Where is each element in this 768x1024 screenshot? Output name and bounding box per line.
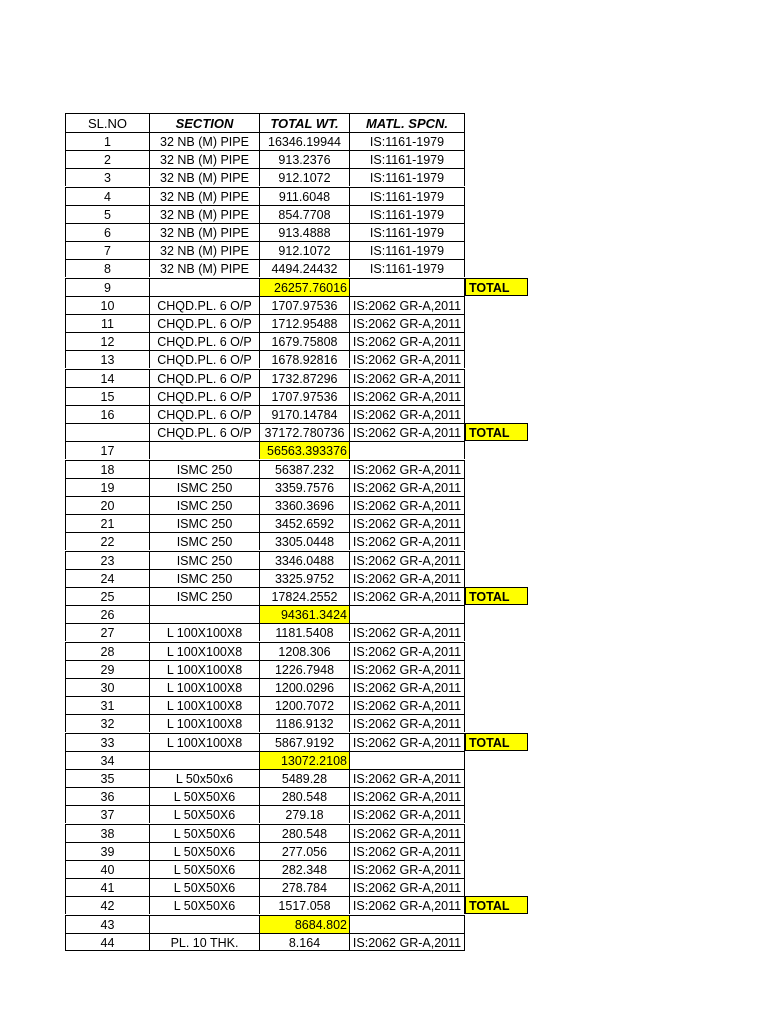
cell-section: 32 NB (M) PIPE — [149, 223, 259, 241]
cell-slno: 9 — [65, 278, 149, 296]
cell-slno: 22 — [65, 532, 149, 550]
cell-slno: 28 — [65, 642, 149, 660]
table-row — [65, 296, 528, 314]
cell-matl-spcn: IS:2062 GR-A,2011 — [349, 824, 465, 842]
cell-slno: 13 — [65, 350, 149, 368]
cell-slno: 5 — [65, 205, 149, 223]
cell-matl-spcn: IS:2062 GR-A,2011 — [349, 350, 465, 368]
header-row — [65, 113, 528, 131]
cell-matl-spcn: IS:1161-1979 — [349, 259, 465, 277]
cell-section: L 100X100X8 — [149, 678, 259, 696]
cell-matl-spcn: IS:2062 GR-A,2011 — [349, 314, 465, 332]
cell-slno: 19 — [65, 478, 149, 496]
cell-section: L 100X100X8 — [149, 714, 259, 732]
cell-section: L 50X50X6 — [149, 787, 259, 805]
cell-slno: 21 — [65, 514, 149, 532]
header-slno: SL.NO — [65, 113, 149, 132]
table-row — [65, 678, 528, 696]
cell-slno: 15 — [65, 387, 149, 405]
table-row — [65, 569, 528, 587]
table-row — [65, 623, 528, 641]
cell-matl-spcn — [349, 751, 465, 769]
table-row — [65, 187, 528, 205]
cell-total-wt: 1732.87296 — [259, 369, 349, 387]
cell-slno: 38 — [65, 824, 149, 842]
table-row — [65, 387, 528, 405]
cell-matl-spcn: IS:2062 GR-A,2011 — [349, 296, 465, 314]
cell-total-wt: 3325.9752 — [259, 569, 349, 587]
cell-matl-spcn: IS:1161-1979 — [349, 205, 465, 223]
cell-matl-spcn: IS:1161-1979 — [349, 150, 465, 168]
table-row — [65, 205, 528, 223]
cell-slno: 33 — [65, 733, 149, 751]
table-row — [65, 787, 528, 805]
cell-section — [149, 605, 259, 623]
table-row — [65, 896, 528, 914]
cell-matl-spcn: IS:2062 GR-A,2011 — [349, 805, 465, 823]
cell-total-wt: 911.6048 — [259, 187, 349, 205]
cell-slno: 30 — [65, 678, 149, 696]
cell-section: L 50x50x6 — [149, 769, 259, 787]
total-flag: TOTAL — [465, 896, 528, 914]
table-row — [65, 460, 528, 478]
cell-section: L 50X50X6 — [149, 842, 259, 860]
table-row — [65, 314, 528, 332]
cell-slno: 32 — [65, 714, 149, 732]
cell-total-wt: 3359.7576 — [259, 478, 349, 496]
cell-matl-spcn — [349, 915, 465, 933]
cell-total-wt: 94361.3424 — [259, 605, 349, 623]
cell-total-wt: 37172.780736 — [259, 423, 349, 441]
total-flag: TOTAL — [465, 423, 528, 441]
cell-total-wt: 1707.97536 — [259, 387, 349, 405]
cell-section — [149, 441, 259, 459]
cell-matl-spcn: IS:1161-1979 — [349, 132, 465, 150]
table-row — [65, 441, 528, 459]
cell-total-wt: 913.4888 — [259, 223, 349, 241]
cell-slno: 1 — [65, 132, 149, 150]
cell-slno: 24 — [65, 569, 149, 587]
cell-slno: 43 — [65, 915, 149, 933]
cell-slno: 25 — [65, 587, 149, 605]
table-row — [65, 824, 528, 842]
cell-slno: 44 — [65, 933, 149, 951]
cell-slno: 40 — [65, 860, 149, 878]
cell-section: ISMC 250 — [149, 532, 259, 550]
cell-section: CHQD.PL. 6 O/P — [149, 314, 259, 332]
cell-total-wt: 3452.6592 — [259, 514, 349, 532]
cell-section: CHQD.PL. 6 O/P — [149, 296, 259, 314]
cell-section: CHQD.PL. 6 O/P — [149, 350, 259, 368]
cell-section: PL. 10 THK. — [149, 933, 259, 951]
cell-total-wt: 280.548 — [259, 824, 349, 842]
table-row — [65, 733, 528, 751]
cell-total-wt: 1186.9132 — [259, 714, 349, 732]
cell-section: L 50X50X6 — [149, 860, 259, 878]
cell-section: ISMC 250 — [149, 587, 259, 605]
cell-matl-spcn — [349, 605, 465, 623]
cell-section: L 100X100X8 — [149, 660, 259, 678]
table-row — [65, 405, 528, 423]
cell-section — [149, 278, 259, 296]
table-row — [65, 551, 528, 569]
cell-matl-spcn: IS:2062 GR-A,2011 — [349, 496, 465, 514]
cell-section: L 100X100X8 — [149, 642, 259, 660]
cell-matl-spcn: IS:2062 GR-A,2011 — [349, 551, 465, 569]
table-row — [65, 751, 528, 769]
cell-matl-spcn: IS:2062 GR-A,2011 — [349, 532, 465, 550]
cell-slno: 31 — [65, 696, 149, 714]
cell-total-wt: 278.784 — [259, 878, 349, 896]
cell-total-wt: 280.548 — [259, 787, 349, 805]
cell-total-wt: 913.2376 — [259, 150, 349, 168]
cell-total-wt: 13072.2108 — [259, 751, 349, 769]
cell-section: ISMC 250 — [149, 478, 259, 496]
cell-slno: 14 — [65, 369, 149, 387]
cell-slno: 18 — [65, 460, 149, 478]
cell-total-wt: 282.348 — [259, 860, 349, 878]
cell-section: CHQD.PL. 6 O/P — [149, 387, 259, 405]
cell-slno: 12 — [65, 332, 149, 350]
table-row — [65, 532, 528, 550]
cell-section: L 50X50X6 — [149, 824, 259, 842]
cell-matl-spcn — [349, 441, 465, 459]
cell-slno: 42 — [65, 896, 149, 914]
cell-matl-spcn: IS:2062 GR-A,2011 — [349, 587, 465, 605]
cell-slno: 8 — [65, 259, 149, 277]
cell-total-wt: 1517.058 — [259, 896, 349, 914]
cell-section: L 50X50X6 — [149, 878, 259, 896]
cell-section: L 100X100X8 — [149, 623, 259, 641]
cell-slno: 4 — [65, 187, 149, 205]
cell-slno: 29 — [65, 660, 149, 678]
cell-total-wt: 3346.0488 — [259, 551, 349, 569]
cell-total-wt: 16346.19944 — [259, 132, 349, 150]
cell-matl-spcn: IS:1161-1979 — [349, 241, 465, 259]
cell-matl-spcn — [349, 278, 465, 296]
cell-total-wt: 56563.393376 — [259, 441, 349, 459]
header-section: SECTION — [149, 113, 259, 132]
cell-matl-spcn: IS:2062 GR-A,2011 — [349, 405, 465, 423]
table-row — [65, 714, 528, 732]
cell-total-wt: 9170.14784 — [259, 405, 349, 423]
cell-slno: 7 — [65, 241, 149, 259]
table-row — [65, 805, 528, 823]
cell-section: 32 NB (M) PIPE — [149, 150, 259, 168]
cell-total-wt: 854.7708 — [259, 205, 349, 223]
cell-section: CHQD.PL. 6 O/P — [149, 332, 259, 350]
cell-matl-spcn: IS:2062 GR-A,2011 — [349, 332, 465, 350]
cell-matl-spcn: IS:2062 GR-A,2011 — [349, 642, 465, 660]
cell-matl-spcn: IS:2062 GR-A,2011 — [349, 460, 465, 478]
table-row — [65, 605, 528, 623]
cell-matl-spcn: IS:2062 GR-A,2011 — [349, 623, 465, 641]
table-row — [65, 478, 528, 496]
table-row — [65, 514, 528, 532]
cell-matl-spcn: IS:2062 GR-A,2011 — [349, 478, 465, 496]
cell-matl-spcn: IS:2062 GR-A,2011 — [349, 896, 465, 914]
table-row — [65, 696, 528, 714]
cell-section: ISMC 250 — [149, 551, 259, 569]
cell-total-wt: 1226.7948 — [259, 660, 349, 678]
cell-slno: 36 — [65, 787, 149, 805]
total-flag: TOTAL — [465, 278, 528, 296]
cell-section: CHQD.PL. 6 O/P — [149, 369, 259, 387]
cell-slno: 39 — [65, 842, 149, 860]
cell-matl-spcn: IS:1161-1979 — [349, 187, 465, 205]
cell-slno: 11 — [65, 314, 149, 332]
cell-section: L 100X100X8 — [149, 733, 259, 751]
cell-total-wt: 1707.97536 — [259, 296, 349, 314]
cell-section: L 50X50X6 — [149, 805, 259, 823]
cell-section: ISMC 250 — [149, 569, 259, 587]
cell-matl-spcn: IS:2062 GR-A,2011 — [349, 660, 465, 678]
table-row — [65, 496, 528, 514]
cell-slno: 41 — [65, 878, 149, 896]
table-row — [65, 241, 528, 259]
table-row — [65, 660, 528, 678]
cell-slno: 23 — [65, 551, 149, 569]
table-row — [65, 842, 528, 860]
cell-slno: 27 — [65, 623, 149, 641]
cell-matl-spcn: IS:2062 GR-A,2011 — [349, 787, 465, 805]
cell-matl-spcn: IS:2062 GR-A,2011 — [349, 842, 465, 860]
cell-slno: 34 — [65, 751, 149, 769]
header-matl-spcn: MATL. SPCN. — [349, 113, 465, 132]
cell-section: CHQD.PL. 6 O/P — [149, 423, 259, 441]
cell-total-wt: 1181.5408 — [259, 623, 349, 641]
table-row — [65, 587, 528, 605]
total-flag: TOTAL — [465, 587, 528, 605]
cell-matl-spcn: IS:2062 GR-A,2011 — [349, 369, 465, 387]
cell-matl-spcn: IS:1161-1979 — [349, 223, 465, 241]
table-row — [65, 332, 528, 350]
cell-section — [149, 751, 259, 769]
cell-slno: 37 — [65, 805, 149, 823]
cell-total-wt: 56387.232 — [259, 460, 349, 478]
cell-matl-spcn: IS:2062 GR-A,2011 — [349, 423, 465, 441]
cell-total-wt: 8.164 — [259, 933, 349, 951]
cell-total-wt: 1208.306 — [259, 642, 349, 660]
total-flag: TOTAL — [465, 733, 528, 751]
cell-total-wt: 1679.75808 — [259, 332, 349, 350]
cell-total-wt: 1200.7072 — [259, 696, 349, 714]
cell-matl-spcn: IS:2062 GR-A,2011 — [349, 387, 465, 405]
table-row — [65, 769, 528, 787]
cell-total-wt: 3360.3696 — [259, 496, 349, 514]
cell-total-wt: 279.18 — [259, 805, 349, 823]
cell-section: 32 NB (M) PIPE — [149, 259, 259, 277]
cell-slno: 6 — [65, 223, 149, 241]
cell-total-wt: 1712.95488 — [259, 314, 349, 332]
table-row — [65, 423, 528, 441]
cell-slno: 17 — [65, 441, 149, 459]
cell-matl-spcn: IS:2062 GR-A,2011 — [349, 933, 465, 951]
table-row — [65, 369, 528, 387]
cell-matl-spcn: IS:2062 GR-A,2011 — [349, 860, 465, 878]
table-row — [65, 860, 528, 878]
table-row — [65, 278, 528, 296]
cell-total-wt: 912.1072 — [259, 168, 349, 186]
table-row — [65, 642, 528, 660]
cell-matl-spcn: IS:2062 GR-A,2011 — [349, 878, 465, 896]
cell-section: ISMC 250 — [149, 496, 259, 514]
cell-section: ISMC 250 — [149, 460, 259, 478]
cell-section: ISMC 250 — [149, 514, 259, 532]
table-row — [65, 933, 528, 951]
table-row — [65, 350, 528, 368]
table-row — [65, 878, 528, 896]
cell-section: 32 NB (M) PIPE — [149, 187, 259, 205]
cell-total-wt: 8684.802 — [259, 915, 349, 933]
cell-total-wt: 3305.0448 — [259, 532, 349, 550]
cell-matl-spcn: IS:2062 GR-A,2011 — [349, 769, 465, 787]
cell-matl-spcn: IS:2062 GR-A,2011 — [349, 569, 465, 587]
cell-section: 32 NB (M) PIPE — [149, 241, 259, 259]
table-row — [65, 150, 528, 168]
table-row — [65, 915, 528, 933]
cell-matl-spcn: IS:2062 GR-A,2011 — [349, 514, 465, 532]
cell-section: 32 NB (M) PIPE — [149, 132, 259, 150]
cell-slno: 2 — [65, 150, 149, 168]
cell-slno: 16 — [65, 405, 149, 423]
cell-matl-spcn: IS:2062 GR-A,2011 — [349, 733, 465, 751]
cell-section: CHQD.PL. 6 O/P — [149, 405, 259, 423]
table-row — [65, 168, 528, 186]
cell-slno: 26 — [65, 605, 149, 623]
cell-total-wt: 4494.24432 — [259, 259, 349, 277]
table-row — [65, 259, 528, 277]
cell-total-wt: 5867.9192 — [259, 733, 349, 751]
cell-slno: 10 — [65, 296, 149, 314]
table-row — [65, 132, 528, 150]
cell-total-wt: 912.1072 — [259, 241, 349, 259]
cell-total-wt: 277.056 — [259, 842, 349, 860]
cell-slno — [65, 423, 149, 441]
cell-section — [149, 915, 259, 933]
cell-matl-spcn: IS:2062 GR-A,2011 — [349, 714, 465, 732]
cell-section: 32 NB (M) PIPE — [149, 168, 259, 186]
cell-slno: 20 — [65, 496, 149, 514]
cell-section: L 100X100X8 — [149, 696, 259, 714]
cell-matl-spcn: IS:2062 GR-A,2011 — [349, 696, 465, 714]
cell-total-wt: 5489.28 — [259, 769, 349, 787]
table-row — [65, 223, 528, 241]
cell-section: 32 NB (M) PIPE — [149, 205, 259, 223]
cell-total-wt: 1200.0296 — [259, 678, 349, 696]
cell-matl-spcn: IS:1161-1979 — [349, 168, 465, 186]
cell-total-wt: 1678.92816 — [259, 350, 349, 368]
header-total-wt: TOTAL WT. — [259, 113, 349, 132]
cell-total-wt: 26257.76016 — [259, 278, 349, 296]
cell-section: L 50X50X6 — [149, 896, 259, 914]
cell-matl-spcn: IS:2062 GR-A,2011 — [349, 678, 465, 696]
cell-slno: 35 — [65, 769, 149, 787]
cell-slno: 3 — [65, 168, 149, 186]
cell-total-wt: 17824.2552 — [259, 587, 349, 605]
